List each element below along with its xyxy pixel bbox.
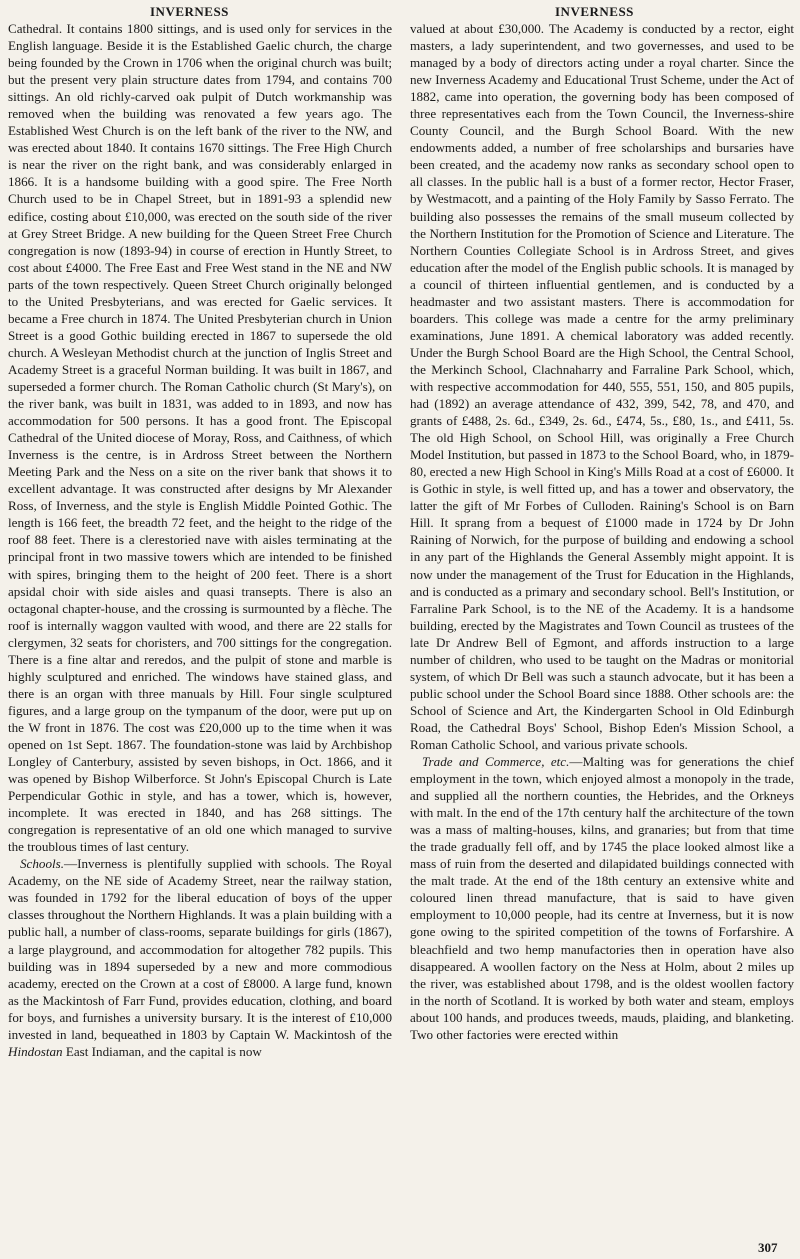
left-text-column: [8, 20, 392, 1240]
schools-paragraph-end: East Indiaman, and the capital is now: [65, 1043, 262, 1059]
page-number: 307: [758, 1240, 778, 1255]
churches-paragraph: Cathedral. It contains 1800 sittings, and is used only for services in the English language. Beside it is the Established Gaelic church, the charge being founded by the Crown in 1706 when the original church was built; but the present very plain structure dates from 1794, and contains 700 sittings. An old richly-carved oak pulpit of Dutch workmanship was removed when the building was renovated a few years ago. The Established West Church is on the left bank of the river to the NW, and was erected about 1840. It contains 1670 sittings. The Free High Church is near the river on the right bank, and was considerably enlarged in 1866. It is a handsome building with a good spire. The Free North Church used to be in Chapel Street, but in 1891-93 a splendid new edifice, costing about £10,000, was erected on the south side of the river at Grey Street Bridge. A new building for the Queen Street Free Church congregation is now (1893-94) in course of erection in Huntly Street, to cost about £4000. The Free East and Free West stand in the NE and NW parts of the town respectively. Queen Street Church originally belonged to the United Presbyterians, and was erected for Gaelic services. It became a Free church in 1874. The United Presbyterian church in Union Street is a good Gothic building erected in 1867 to supersede the old church. A Wesleyan Methodist church at the junction of Inglis Street and Academy Street is a graceful Norman building. It was built in 1867, and superseded a former church. The Roman Catholic church (St Mary's), on the river bank, was built in 1831, was added to in 1893, and now has accommodation for 500 persons. It has a good front. The Episcopal Cathedral of the United diocese of Moray, Ross, and Caithness, of which Inverness is the centre, is in Ardross Street between the Northern Meeting Park and the Ness on a site on the river bank that shows it to excellent advantage. It was constructed after designs by Mr Alexander Ross, of Inverness, and the style is English Middle Pointed Gothic. The length is 166 feet, the breadth 72 feet, and the height to the ridge of the roof 88 feet. There is a clerestoried nave with aisles terminating at the principal front in two massive towers which are intended to be finished with spires, bringing them to the height of 200 feet. There is a short apsidal choir with side aisles and quasi transepts. There is also an octagonal chapter-house, and the crossing is surmounted by a flèche. The roof is internally waggon vaulted with wood, and there are 22 stalls for clergymen, 32 seats for choristers, and 700 sittings for the congregation. There is a fine altar and reredos, and the pulpit of stone and marble is highly sculptured and enriched. The windows have stained glass, and there is an organ with three manuals by Hill. Four single sculptured figures, and a large group on the tympanum of the door, were put up on the W front in 1876. The cost was £20,000 up to the time when it was opened on 1st Sept. 1867. The foundation-stone was laid by Archbishop Longley of Canterbury, assisted by seven bishops, in Oct. 1866, and it was opened by Bishop Wilberforce. St John's Episcopal Church is Late Perpendicular Gothic in style, and has a tower, which is, however, incomplete. It was erected in 1840, and has 268 sittings. The congregation is representative of an old one which managed to survive the troublous times of last century.: [8, 21, 392, 855]
schools-paragraph: [8, 855, 392, 1060]
academy-paragraph: valued at about £30,000. The Academy is conducted by a rector, eight masters, a lady superintendent, and two governesses, and used to be managed by a body of directors acting under a royal charter. Since the new Inverness Academy and Educational Trust Scheme, under the Act of 1882, came into operation, the governing body has been composed of three representatives each from the Town Council, the Inverness-shire County Council, and the Burgh School Board. With the new endowments added, a number of free scholarships and bursaries have been created, and the academy now ranks as secondary school open to all classes. In the public hall is a bust of a former rector, Hector Fraser, by Westmacott, and a painting of the Holy Family by Sasso Ferrato. The building also possesses the remains of the small museum collected by the Northern Institution for the Promotion of Science and Literature. The Northern Counties Collegiate School is in Ardross Street, and gives education after the model of the English public schools. It is managed by a council of thirteen influential gentlemen, and is conducted by a headmaster and two assistant masters. There is accommodation for boarders. This college was made a centre for the army preliminary examinations, June 1891. A chemical laboratory was added recently. Under the Burgh School Board are the High School, the Central School, the Merkinch School, Clachnaharry and Farraline Park School, which, with respective accommodation for 440, 555, 551, 150, and 805 pupils, had (1892) an average attendance of 432, 399, 542, 78, and 470, and grants of £488, 2s. 6d., £349, 2s. 6d., £474, 5s., £80, 1s., and £411, 5s. The old High School, on School Hill, was originally a Free Church Model Institution, but passed in 1873 to the School Board, who, in 1879-80, erected a new High School in King's Mills Road at a cost of £6000. It is Gothic in style, is well fitted up, and has a tower and observatory, the latter the gift of Mr Forbes of Culloden. Raining's School is on Barn Hill. It sprang from a bequest of £1000 made in 1724 by Dr John Raining of Norwich, for the purpose of building and endowing a school in any part of the Highlands the General Assembly might appoint. It is now under the management of the Trust for Education in the Highlands, and is conducted as a primary and secondary school. Bell's Institution, or Farraline Park School, is to the NE of the Academy. It is a handsome building, erected by the Magistrates and Town Council as trustees of the late Dr Andrew Bell of Egmont, and affords instruction to a large number of children, who used to be taught on the Madras or monitorial system, of which Dr Bell was such a staunch advocate, but it has been a public school under the School Board since 1888. Other schools are: the School of Science and Art, the Kindergarten School in Old Edinburgh Road, the Cathedral Boys' School, Bishop Eden's Mission School, a Roman Catholic School, and various private schools.: [410, 21, 794, 752]
left-running-title: INVERNESS: [150, 4, 229, 19]
right-running-title: INVERNESS: [555, 4, 634, 19]
right-text-column: [410, 20, 794, 1240]
trade-paragraph-text: —Malting was for generations the chief employment in the town, which enjoyed almost a monopoly in the trade, and supplied all the northern counties, the Hebrides, and the Orkneys with malt. In the end of the 17th century half the architecture of the town was a mass of malting-houses, kilns, and granaries; but from that time the trade gradually fell off, and by 1745 the place looked almost like a mass of ruin from the deserted and dilapidated buildings connected with the malt trade. At the end of the 18th century an extensive white and coloured linen thread manufacture, that is said to have given employment to 10,000 people, had its centre at Inverness, but it is now gone owing to the spirited competition of the towns of Forfarshire. A bleachfield and two hemp manufactories then in operation have also disappeared. A woollen factory on the Ness at Holm, about 2 miles up the river, was established about 1798, and is the oldest woollen factory in the north of Scotland. It is worked by both water and steam, employs about 100 hands, and produces tweeds, mauds, plaiding, and blanketing. Two other factories were erected within: [410, 754, 794, 1042]
trade-section-heading: Trade and Commerce, etc.: [422, 754, 570, 770]
ship-name: Hindostan: [8, 1043, 63, 1059]
schools-section-heading: Schools.: [20, 856, 65, 872]
trade-paragraph: [410, 753, 794, 1043]
schools-paragraph-text: —Inverness is plentifully supplied with schools. The Royal Academy, on the NE side of Academy Street, near the railway station, was founded in 1792 for the liberal education of boys of the upper classes throughout the Northern Highlands. It was a plain building with a public hall, a number of class-rooms, separate buildings for girls (1867), a large playground, and accommodation for altogether 782 pupils. This building was in 1894 superseded by a new and more commodious academy, erected on the Crown at a cost of £8000. A large fund, known as the Mackintosh of Farr Fund, provides education, clothing, and board for boys, and furnishes a university bursary. It is the interest of £10,000 invested in land, bequeathed in 1803 by Captain W. Mackintosh of the: [8, 856, 392, 1042]
